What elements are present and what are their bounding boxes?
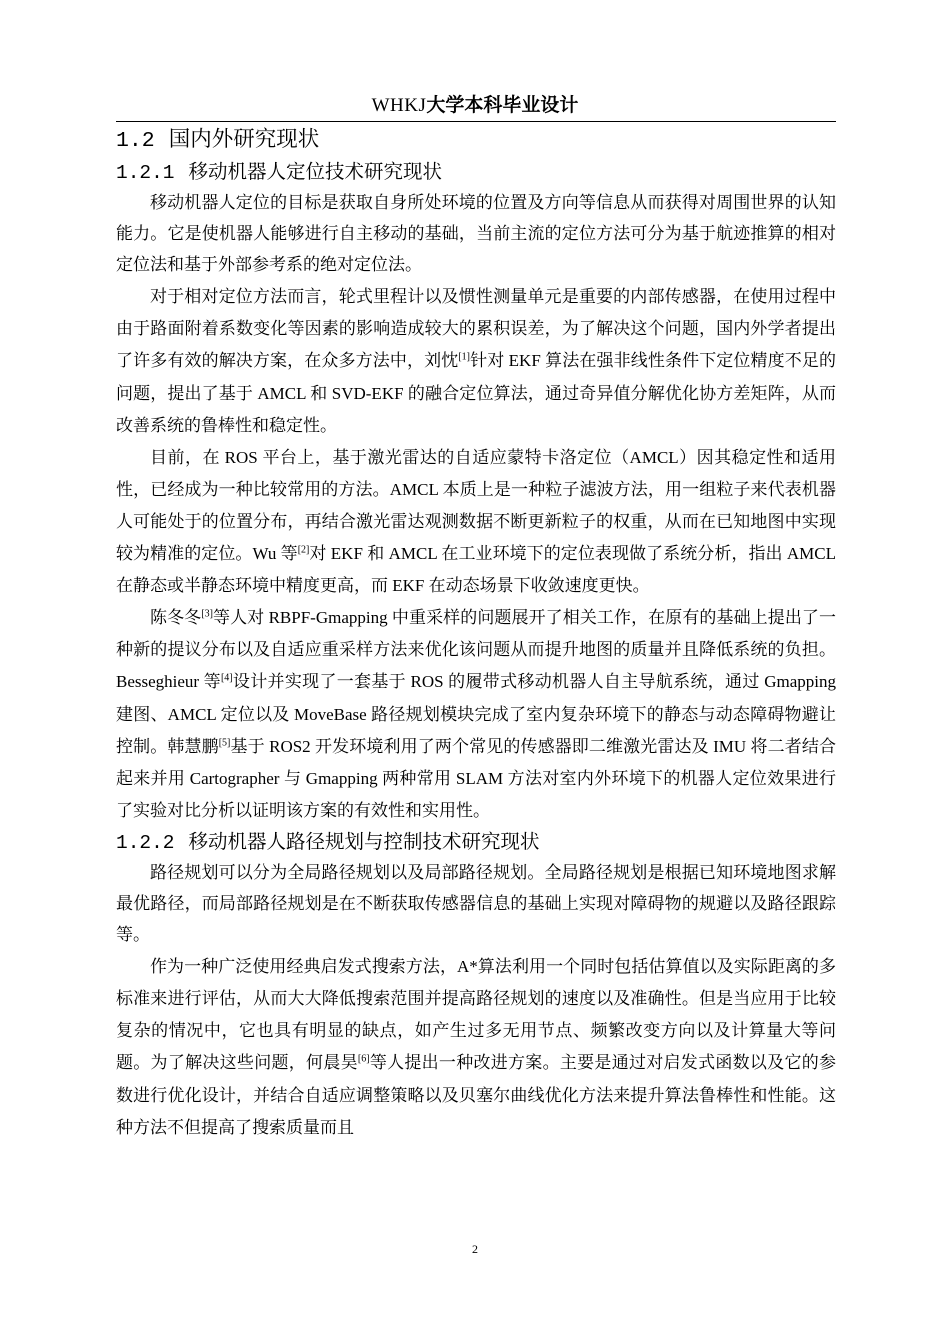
- citation-ref: [2]: [297, 544, 310, 556]
- paragraph: 路径规划可以分为全局路径规划以及局部路径规划。全局路径规划是根据已知环境地图求解最优路径，而局部路径规划是在不断获取传感器信息的基础上实现对障碍物的规避以及路径跟踪等。: [116, 862, 836, 946]
- paragraph: [116, 602, 836, 827]
- subsection-number: 1.2.1: [116, 162, 175, 184]
- section-number: 1.2: [116, 129, 155, 153]
- paragraph-text: 对于相对定位方法而言，轮式里程计以及惯性测量单元是重要的内部传感器，在使用过程中由于路面附着系数变化等因素的影响造成较大的累积误差，为了解决这个问题，国内外学者提出了许多有效的解决方案，在众多方法中，刘忱: [116, 287, 836, 371]
- page-number: 2: [472, 1242, 478, 1256]
- citation-ref: [1]: [458, 351, 470, 363]
- paragraph-text: 作为一种广泛使用经典启发式搜索方法，A*算法利用一个同时包括估算值以及实际距离的多标准来进行评估，从而大大降低搜索范围并提高路径规划的速度以及准确性。但是当应用于比较复杂的情况中，它也具有明显的缺点，如产生过多无用节点、频繁改变方向以及计算量大等问题。为了解决这些问题，何晨昊: [116, 957, 836, 1073]
- paragraph-text: 陈冬冬: [150, 608, 202, 628]
- paragraph-text: 目前，在 ROS 平台上，基于激光雷达的自适应蒙特卡洛定位（AMCL）因其稳定性和适用性，已经成为一种比较常用的方法。AMCL 本质上是一种粒子滤波方法，用一组粒子来代表机器人可能处于的位置分布，再结合激光雷达观测数据不断更新粒子的权重，从而在已知地图中实现较为精准的定位。Wu 等: [116, 447, 836, 564]
- page-content: [116, 122, 836, 1144]
- citation-ref: [4]: [220, 672, 233, 684]
- paragraph-text: 设计并实现了一套基于 ROS 的履带式移动机器人自主导航系统，通过 Gmapping 建图、AMCL 定位以及 MoveBase 路径规划模块完成了室内复杂环境下的静态与动态障碍物避让控制。韩慧鹏: [116, 672, 836, 756]
- subsection-title: 移动机器人定位技术研究现状: [188, 160, 443, 183]
- paragraph: [116, 442, 836, 602]
- page-header: [0, 92, 950, 119]
- header-code: WHKJ: [371, 95, 427, 116]
- section-title: 国内外研究现状: [168, 127, 320, 152]
- paragraph-text: 等人提出一种改进方案。主要是通过对启发式函数以及它的参数进行优化设计，并结合自适应调整策略以及贝塞尔曲线优化方法来提升算法鲁棒性和性能。这种方法不但提高了搜索质量而且: [116, 1053, 837, 1137]
- subsection-number: 1.2.2: [116, 831, 175, 854]
- paragraph-text: 对 EKF 和 AMCL 在工业环境下的定位表现做了系统分析，指出 AMCL 在静态或半静态环境中精度更高，而 EKF 在动态场景下收敛速度更快。: [116, 544, 836, 596]
- paragraph-text: 基于 ROS2 开发环境利用了两个常见的传感器即二维激光雷达及 IMU 将二者结合起来并用 Cartographer 与 Gmapping 两种常用 SLAM 方法对室内外环境下的机器人定位效果进行了实验对比分析以证明该方案的有效性和实用性。: [116, 736, 837, 820]
- citation-ref: [3]: [201, 608, 213, 620]
- paragraph: [116, 951, 836, 1144]
- citation-ref: [5]: [218, 736, 231, 748]
- subsection-heading-localization: [116, 157, 836, 188]
- subsection-heading-path-planning: [116, 827, 836, 858]
- paragraph: 移动机器人定位的目标是获取自身所处环境的位置及方向等信息从而获得对周围世界的认知能力。它是使机器人能够进行自主移动的基础，当前主流的定位方法可分为基于航迹推算的相对定位法和基于外部参考系的绝对定位法。: [116, 193, 836, 276]
- paragraph-text: 针对 EKF 算法在强非线性条件下定位精度不足的问题，提出了基于 AMCL 和 SVD-EKF 的融合定位算法，通过奇异值分解优化协方差矩阵，从而改善系统的鲁棒性和稳定性。: [116, 351, 836, 435]
- subsection-title: 移动机器人路径规划与控制技术研究现状: [188, 829, 540, 853]
- section-heading: [116, 122, 836, 157]
- paragraph: [116, 281, 836, 441]
- citation-ref: [6]: [357, 1053, 370, 1065]
- paragraph-text: 等人对 RBPF-Gmapping 中重采样的问题展开了相关工作，在原有的基础上提出了一种新的提议分布以及自适应重采样方法来优化该问题从而提升地图的质量并且降低系统的负担。Besseghieur 等: [116, 608, 837, 692]
- header-title: 大学本科毕业设计: [426, 94, 579, 116]
